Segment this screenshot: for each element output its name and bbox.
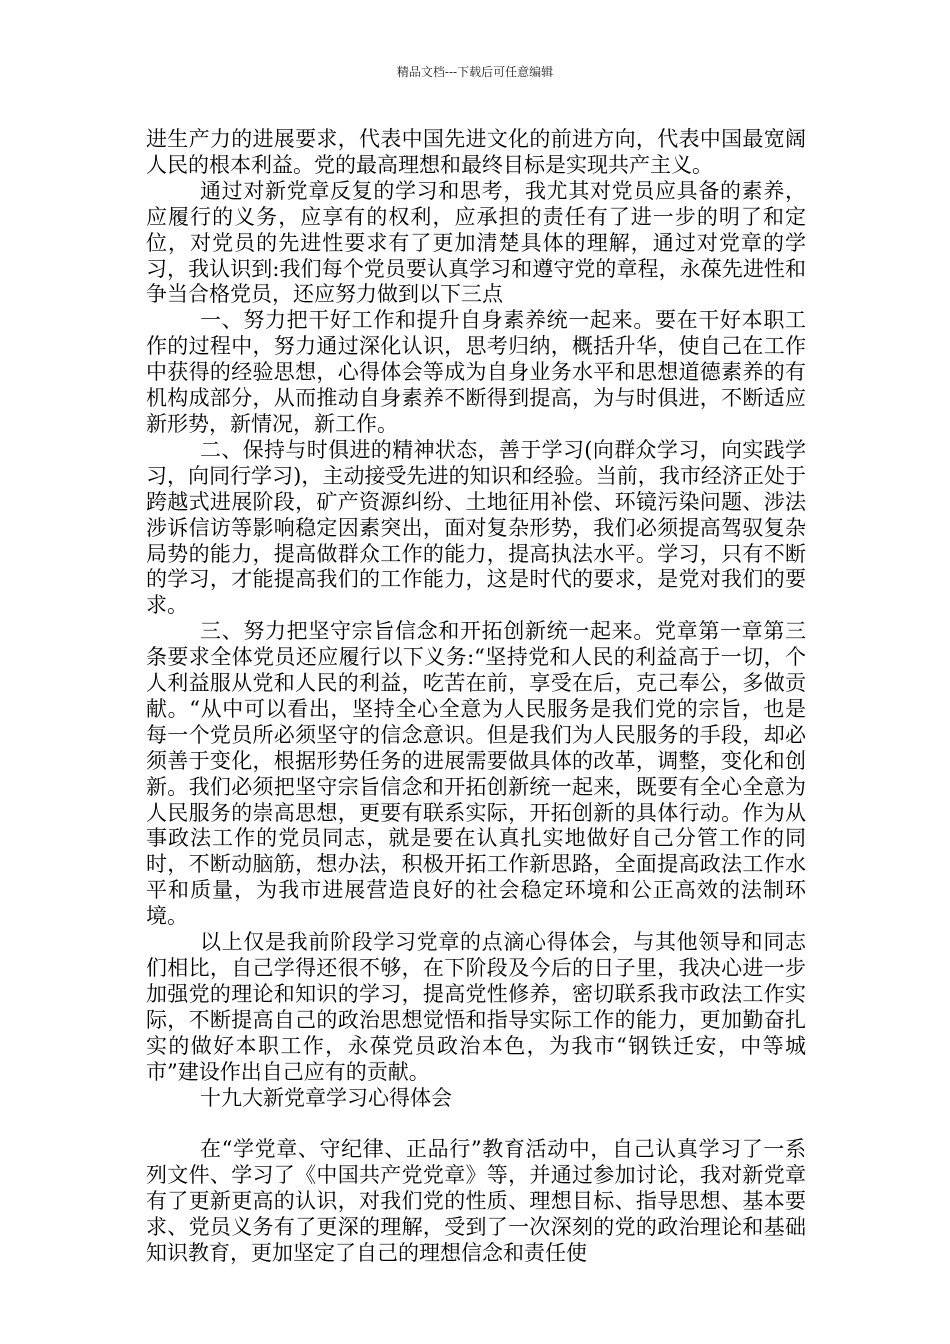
page-header: 精品文档---下载后可任意编辑 xyxy=(396,65,554,79)
paragraph-study-reflection: 通过对新党章反复的学习和思考，我尤其对党员应具备的素养，应履行的义务，应享有的权利，应承担的责任有了进一步的明了和定位，对党员的先进性要求有了更加清楚具体的理解，通过对党章的学习，我认识到:我们每个党员要认真学习和遵守党的章程，永葆先进性和争当合格党员，还应努力做到以下三点 xyxy=(146,178,806,307)
paragraph-continuation: 进生产力的进展要求，代表中国先进文化的前进方向，代表中国最宽阔人民的根本利益。党的最高理想和最终目标是实现共产主义。 xyxy=(146,127,806,177)
document-body xyxy=(146,127,806,1267)
section-title: 十九大新党章学习心得体会 xyxy=(200,1085,452,1110)
paragraph-point-one: 一、努力把干好工作和提升自身素养统一起来。要在干好本职工作的过程中，努力通过深化认识，思考归纳，概括升华，使自己在工作中获得的经验思想，心得体会等成为自身业务水平和思想道德素养的有机构成部分，从而推动自身素养不断得到提高，为与时俱进，不断适应新形势，新情况，新工作。 xyxy=(146,308,806,436)
paragraph-conclusion: 以上仅是我前阶段学习党章的点滴心得体会，与其他领导和同志们相比，自己学得还很不够，在下阶段及今后的日子里，我决心进一步加强党的理论和知识的学习，提高党性修养，密切联系我市政法工作实际，不断提高自己的政治思想觉悟和指导实际工作的能力，更加勤奋扎实的做好本职工作，永葆党员政治本色，为我市“钢铁迁安，中等城市”建设作出自己应有的贡献。 xyxy=(146,930,806,1084)
blank-line xyxy=(146,1111,806,1137)
paragraph-point-three: 三、努力把坚守宗旨信念和开拓创新统一起来。党章第一章第三条要求全体党员还应履行以下义务:“坚持党和人民的利益高于一切，个人利益服从党和人民的利益，吃苦在前，享受在后，克己奉公，多做贡献。“从中可以看出，坚持全心全意为人民服务是我们党的宗旨，也是每一个党员所必须坚守的信念意识。但是我们为人民服务的手段，却必须善于变化，根据形势任务的进展需要做具体的改革，调整，变化和创新。我们必须把坚守宗旨信念和开拓创新统一起来，既要有全心全意为人民服务的崇高思想，更要有联系实际，开拓创新的具体行动。作为从事政法工作的党员同志，就是要在认真扎实地做好自己分管工作的同时，不断动脑筋，想办法，积极开拓工作新思路，全面提高政法工作水平和质量，为我市进展营造良好的社会稳定环境和公正高效的法制环境。 xyxy=(146,619,806,929)
paragraph-point-two: 二、保持与时俱进的精神状态，善于学习(向群众学习，向实践学习，向同行学习)，主动接受先进的知识和经验。当前，我市经济正处于跨越式进展阶段，矿产资源纠纷、土地征用补偿、环镜污染问题、涉法涉诉信访等影响稳定因素突出，面对复杂形势，我们必须提高驾驭复杂局势的能力，提高做群众工作的能力，提高执法水平。学习，只有不断的学习，才能提高我们的工作能力，这是时代的要求，是党对我们的要求。 xyxy=(146,437,806,618)
paragraph-new-section: 在“学党章、守纪律、正品行”教育活动中，自己认真学习了一系列文件、学习了《中国共产党党章》等，并通过参加讨论，我对新党章有了更新更高的认识，对我们党的性质、理想目标、指导思想、基本要求、党员义务有了更深的理解，受到了一次深刻的党的政治理论和基础知识教育，更加坚定了自己的理想信念和责任使 xyxy=(146,1137,806,1265)
